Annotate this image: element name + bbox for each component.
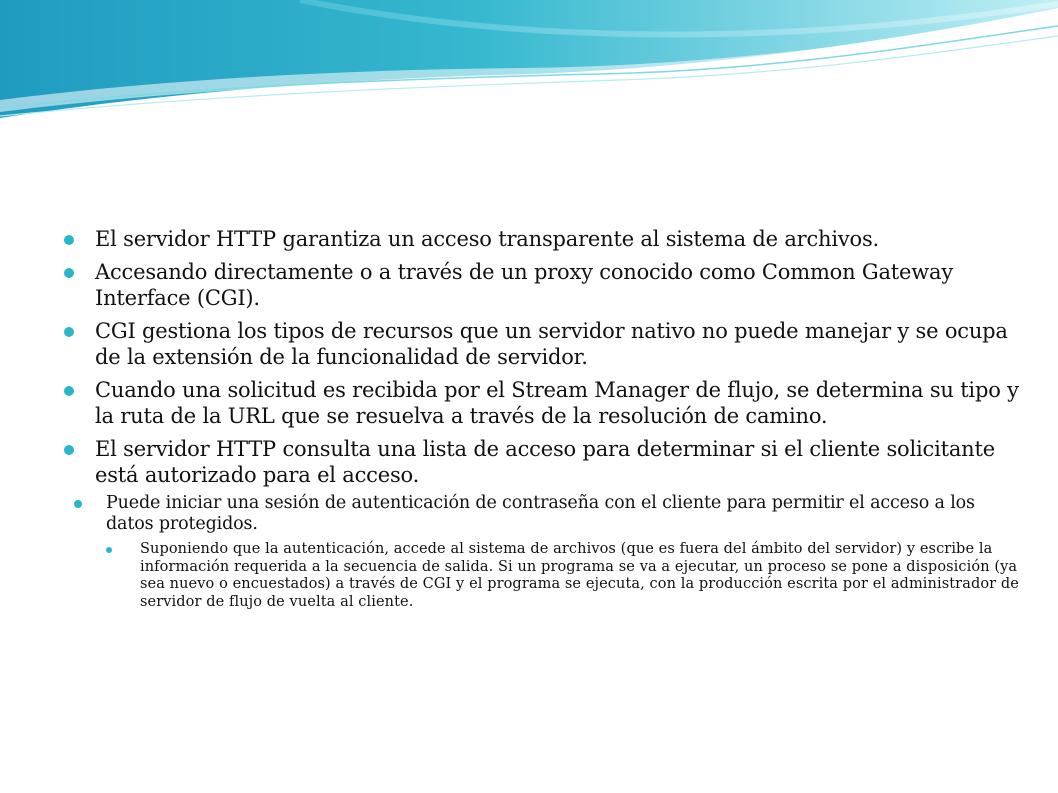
sub-sub-bullet-item xyxy=(106,541,1024,611)
sub-sub-bullet-list xyxy=(106,541,1024,611)
bullet-text: Accesando directamente o a través de un proxy conocido como Common Gateway Interface (CGI). xyxy=(95,260,954,310)
bullet-dot xyxy=(64,327,74,337)
bullet-item xyxy=(64,318,1024,370)
bullet-dot xyxy=(64,235,74,245)
bullet-list xyxy=(64,226,1024,611)
header-wave-decoration xyxy=(0,0,1058,130)
bullet-text: CGI gestiona los tipos de recursos que un servidor nativo no puede manejar y se ocupa de la extensión de la funcionalidad de servidor. xyxy=(95,319,1008,369)
bullet-dot xyxy=(64,268,74,278)
sub-bullet-list xyxy=(105,493,1024,611)
sub-bullet-item xyxy=(74,493,1024,611)
bullet-text: El servidor HTTP consulta una lista de acceso para determinar si el cliente solicitante está autorizado para el acceso. xyxy=(95,437,995,487)
bullet-text: El servidor HTTP garantiza un acceso transparente al sistema de archivos. xyxy=(95,227,880,251)
sub-sub-bullet-text: Suponiendo que la autenticación, accede al sistema de archivos (que es fuera del ámbito del servidor) y escribe la información requerida a la secuencia de salida. Si un programa se va a ejecutar, un proceso se pone a disposición (ya sea nuevo o encuestados) a través de CGI y el programa se ejecuta, con la producción escrita por el administrador de servidor de flujo de vuelta al cliente. xyxy=(140,541,1019,610)
bullet-item xyxy=(64,259,1024,311)
sub-bullet-text: Puede iniciar una sesión de autenticación de contraseña con el cliente para permitir el acceso a los datos protegidos. xyxy=(106,493,975,534)
bullet-item xyxy=(64,226,1024,252)
bullet-item xyxy=(64,377,1024,429)
bullet-text: Cuando una solicitud es recibida por el Stream Manager de flujo, se determina su tipo y la ruta de la URL que se resuelva a través de la resolución de camino. xyxy=(95,378,1019,428)
bullet-item xyxy=(64,436,1024,611)
bullet-dot xyxy=(64,386,74,396)
wave-band-main xyxy=(0,0,1058,118)
sub-bullet-dot xyxy=(74,500,82,508)
bullet-dot xyxy=(64,445,74,455)
sub-sub-bullet-dot xyxy=(106,547,112,553)
bullet-content xyxy=(64,226,1024,619)
